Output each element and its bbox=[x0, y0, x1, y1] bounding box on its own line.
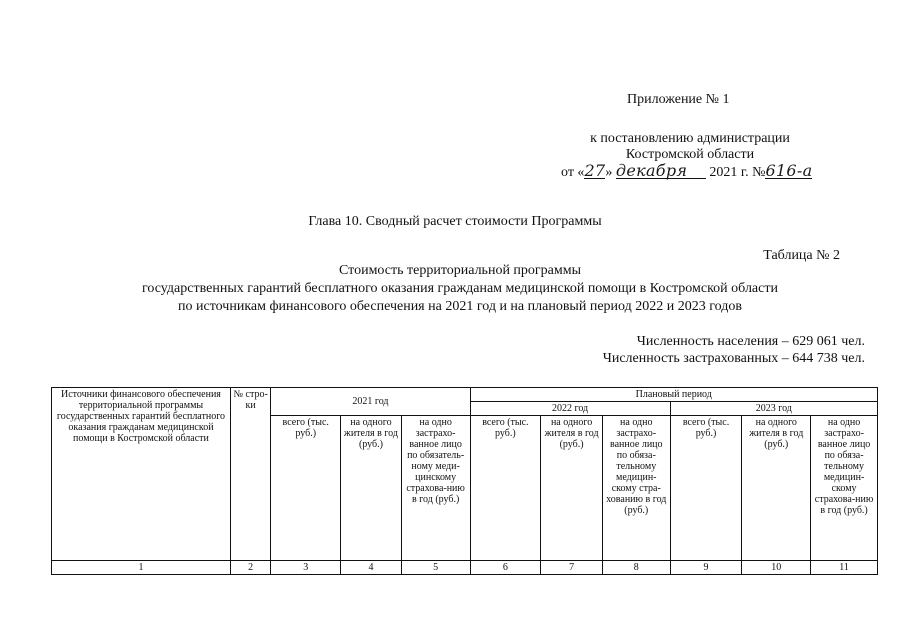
col-number: 2 bbox=[230, 561, 270, 575]
header-2021: 2021 год bbox=[271, 388, 470, 416]
header-2021-total: всего (тыс. руб.) bbox=[271, 416, 341, 561]
header-line-1: к постановлению администрации bbox=[590, 131, 790, 146]
header-2023-per-insured: на одно застрахо-ванное лицо по обяза-тельному медицин-скому страхова-нию в год (руб.) bbox=[811, 416, 878, 561]
header-2022-per-insured: на одно застрахо-ванное лицо по обяза-тельному медицин-скому стра-хованию в год (руб.) bbox=[602, 416, 670, 561]
date-mid: » bbox=[605, 165, 613, 180]
chapter-title: Глава 10. Сводный расчет стоимости Программы bbox=[308, 214, 602, 229]
header-2023-per-resident: на одного жителя в год (руб.) bbox=[742, 416, 811, 561]
col-number: 6 bbox=[470, 561, 541, 575]
col-number: 8 bbox=[602, 561, 670, 575]
col-number: 9 bbox=[670, 561, 742, 575]
header-2021-per-resident: на одного жителя в год (руб.) bbox=[341, 416, 402, 561]
column-number-row bbox=[52, 561, 878, 575]
col-number: 3 bbox=[271, 561, 341, 575]
col-number: 7 bbox=[541, 561, 603, 575]
header-2023: 2023 год bbox=[670, 402, 877, 416]
header-line-2: Костромской области bbox=[625, 147, 755, 162]
table-label: Таблица № 2 bbox=[763, 248, 840, 263]
col-number: 10 bbox=[742, 561, 811, 575]
header-2022: 2022 год bbox=[470, 402, 670, 416]
date-prefix: от « bbox=[561, 165, 585, 180]
insured-stat: Численность застрахованных – 644 738 чел. bbox=[602, 351, 865, 366]
header-plan-period: Плановый период bbox=[470, 388, 878, 402]
resolution-number: 616-а bbox=[765, 161, 813, 180]
date-month: декабря bbox=[616, 164, 706, 179]
col-number: 4 bbox=[341, 561, 402, 575]
header-2022-per-resident: на одного жителя в год (руб.) bbox=[541, 416, 603, 561]
title-line-3: по источникам финансового обеспечения на 2021 год и на плановый период 2022 и 2023 годов bbox=[178, 299, 742, 314]
header-2022-total: всего (тыс. руб.) bbox=[470, 416, 541, 561]
date-suffix: 2021 г. № bbox=[709, 165, 766, 180]
col-number: 11 bbox=[811, 561, 878, 575]
header-2023-total: всего (тыс. руб.) bbox=[670, 416, 742, 561]
cost-table bbox=[51, 387, 878, 575]
date-day: 27 bbox=[584, 161, 606, 180]
population-stat: Численность населения – 629 061 чел. bbox=[636, 334, 865, 349]
resolution-date-line bbox=[561, 161, 861, 181]
header-sources: Источники финансового обеспечения территориальной программы государственных гарантий бесплатного оказания гражданам медицинской помощи в Костромской области bbox=[52, 388, 231, 561]
col-number: 5 bbox=[401, 561, 470, 575]
header-2021-per-insured: на одно застрахо-ванное лицо по обязатель-ному меди-цинскому страхова-нию в год (руб.) bbox=[401, 416, 470, 561]
title-line-2: государственных гарантий бесплатного оказания гражданам медицинской помощи в Костромской области bbox=[142, 281, 778, 296]
header-row-number: № стро-ки bbox=[230, 388, 270, 561]
col-number: 1 bbox=[52, 561, 231, 575]
title-line-1: Стоимость территориальной программы bbox=[338, 263, 582, 278]
appendix-title: Приложение № 1 bbox=[627, 92, 730, 107]
